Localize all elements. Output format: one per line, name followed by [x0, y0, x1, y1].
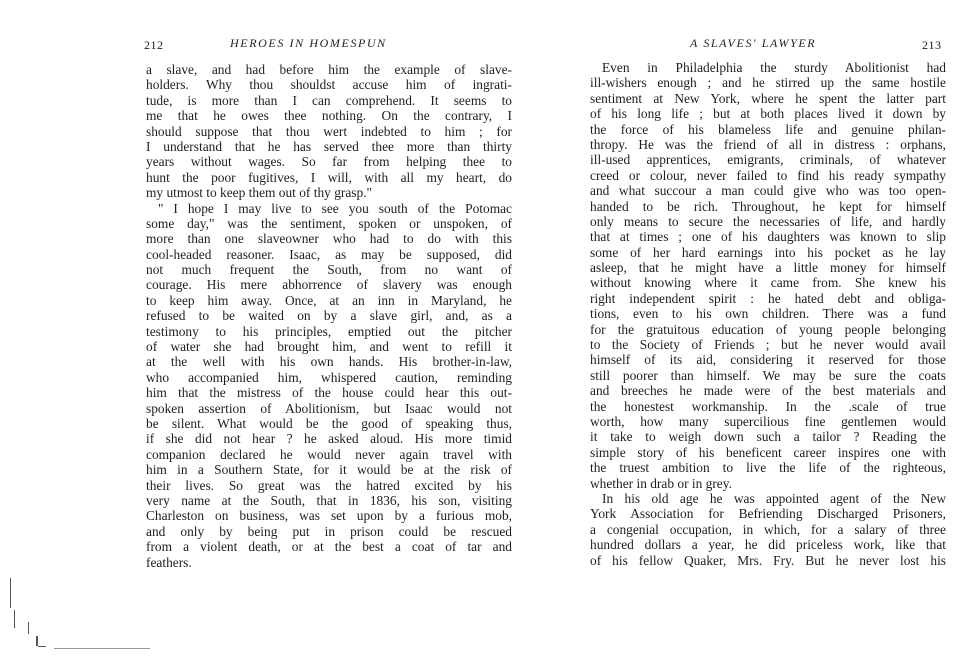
text-line: feathers. — [146, 554, 192, 570]
text-line: him that the mistress of the house could hear this out- — [146, 385, 512, 401]
text-line: hundred dollars a year, he did priceless work, like that — [590, 537, 946, 553]
body-text — [590, 60, 946, 568]
body-text — [146, 62, 512, 570]
text-line: handed to be rich. Throughout, he kept for himself — [590, 198, 946, 214]
text-line: at the well with his own hands. His brother-in-law, — [146, 354, 512, 370]
text-line: me that he owes thee nothing. On the contrary, I — [146, 108, 512, 124]
text-line: the truest ambition to live the life of the righteous, — [590, 460, 946, 476]
text-line: courage. His mere abhorrence of slavery was enough — [146, 277, 512, 293]
text-line: thropy. He was the friend of all in distress : orphans, — [590, 136, 946, 152]
text-line: some of her hard earnings into his pocket as he lay — [590, 244, 946, 260]
text-line: the force of his blameless life and genuine philan- — [590, 121, 946, 137]
text-line: a slave, and had before him the example of slave- — [146, 62, 512, 77]
text-line: my utmost to keep them out of thy grasp." — [146, 185, 373, 201]
text-line: and only by being put in prison could be rescued — [146, 523, 512, 539]
text-line: their lives. So great was the hatred excited by his — [146, 477, 512, 493]
text-line: sentiment at New York, where he spent the latter part — [590, 90, 946, 106]
text-line: worth, how many supercilious fine gentlemen would — [590, 413, 946, 429]
page-number: 213 — [922, 38, 942, 52]
text-line: tions, even to his own children. There was a fund — [590, 306, 946, 322]
text-line: and what succour a man could give who was too open- — [590, 183, 946, 199]
text-line: if she did not hear ? he asked aloud. His more timid — [146, 431, 512, 447]
text-line: simple story of his beneficent career inspires one with — [590, 444, 946, 460]
text-line: to keep him away. Once, at an inn in Maryland, he — [146, 292, 512, 308]
text-line: Charleston on business, was set upon by a furious mob, — [146, 508, 512, 524]
text-line: be silent. What would be the good of speaking thus, — [146, 415, 512, 431]
text-line: a congenial occupation, in which, for a salary of three — [590, 521, 946, 537]
text-line: creed or colour, never failed to find his ready sympathy — [590, 167, 946, 183]
text-line: hunt the poor fugitives, I will, with all my heart, do — [146, 169, 512, 185]
right-page — [490, 0, 980, 672]
text-line: testimony to his principles, emptied out the pitcher — [146, 323, 512, 339]
text-line: for the gratuitous education of young people belonging — [590, 321, 946, 337]
text-line: spoken assertion of Abolitionism, but Isaac would not — [146, 400, 512, 416]
text-line: it take to weigh down such a tailor ? Reading the — [590, 429, 946, 445]
text-line: of his fellow Quaker, Mrs. Fry. But he never lost his — [590, 552, 946, 568]
text-line: asleep, that he might have a little money for himself — [590, 260, 946, 276]
text-line: without knowing where it came from. She knew his — [590, 275, 946, 291]
text-line: years without wages. So far from helping thee to — [146, 154, 512, 170]
text-line: very name at the South, that in 1836, his son, visiting — [146, 492, 512, 508]
text-line: holders. Why thou shouldst accuse him of ingrati- — [146, 77, 512, 93]
text-line: ill-wishers enough ; and he stirred up the same hostile — [590, 75, 946, 91]
page-number: 212 — [144, 38, 164, 52]
text-line: only means to secure the necessaries of life, and hardly — [590, 213, 946, 229]
running-head: HEROES IN HOMESPUN — [230, 36, 387, 50]
running-head: A SLAVES' LAWYER — [690, 36, 817, 50]
text-line: and breeches he made were of the best materials and — [590, 383, 946, 399]
text-line: In his old age he was appointed agent of the New — [602, 490, 946, 506]
text-line: the honestest workmanship. In the .scale of true — [590, 398, 946, 414]
text-line: ill-used apprentices, emigrants, criminals, of whatever — [590, 152, 946, 168]
text-line: " I hope I may live to see you south of the Potomac — [158, 200, 512, 216]
text-line: who accompanied him, whispered caution, reminding — [146, 369, 512, 385]
text-line: still poorer than himself. We may be sure the coats — [590, 367, 946, 383]
text-line: some day," was the sentiment, spoken or unspoken, of — [146, 215, 512, 231]
text-line: refused to be waited on by a slave girl, and, as a — [146, 308, 512, 324]
text-line: Even in Philadelphia the sturdy Abolitionist had — [602, 60, 946, 75]
text-line: more than one slaveowner who had to do with this — [146, 231, 512, 247]
margin-scan-marks — [10, 560, 160, 670]
text-line: York Association for Befriending Discharged Prisoners, — [590, 506, 946, 522]
text-line: right independent spirit : he hated debt and obliga- — [590, 290, 946, 306]
text-line: him in a Southern State, for it would be at the risk of — [146, 462, 512, 478]
text-line: to the Society of Friends ; but he never would avail — [590, 337, 946, 353]
text-line: that at times ; one of his daughters was known to slip — [590, 229, 946, 245]
text-line: of water she had brought him, and went to refill it — [146, 339, 512, 355]
text-line: should suppose that thou wert indebted to him ; for — [146, 123, 512, 139]
text-line: not much frequent the South, from no want of — [146, 262, 512, 278]
text-line: companion declared he would never again travel with — [146, 446, 512, 462]
text-line: whether in drab or in grey. — [590, 475, 732, 491]
text-line: himself of its aid, considering it reserved for those — [590, 352, 946, 368]
text-line: I understand that he has served thee more than thirty — [146, 138, 512, 154]
text-line: tude, is more than I can comprehend. It seems to — [146, 92, 512, 108]
text-line: of his long life ; but at both places lived it down by — [590, 106, 946, 122]
text-line: cool-headed reasoner. Isaac, as may be supposed, did — [146, 246, 512, 262]
text-line: from a violent death, or at the best a coat of tar and — [146, 539, 512, 555]
